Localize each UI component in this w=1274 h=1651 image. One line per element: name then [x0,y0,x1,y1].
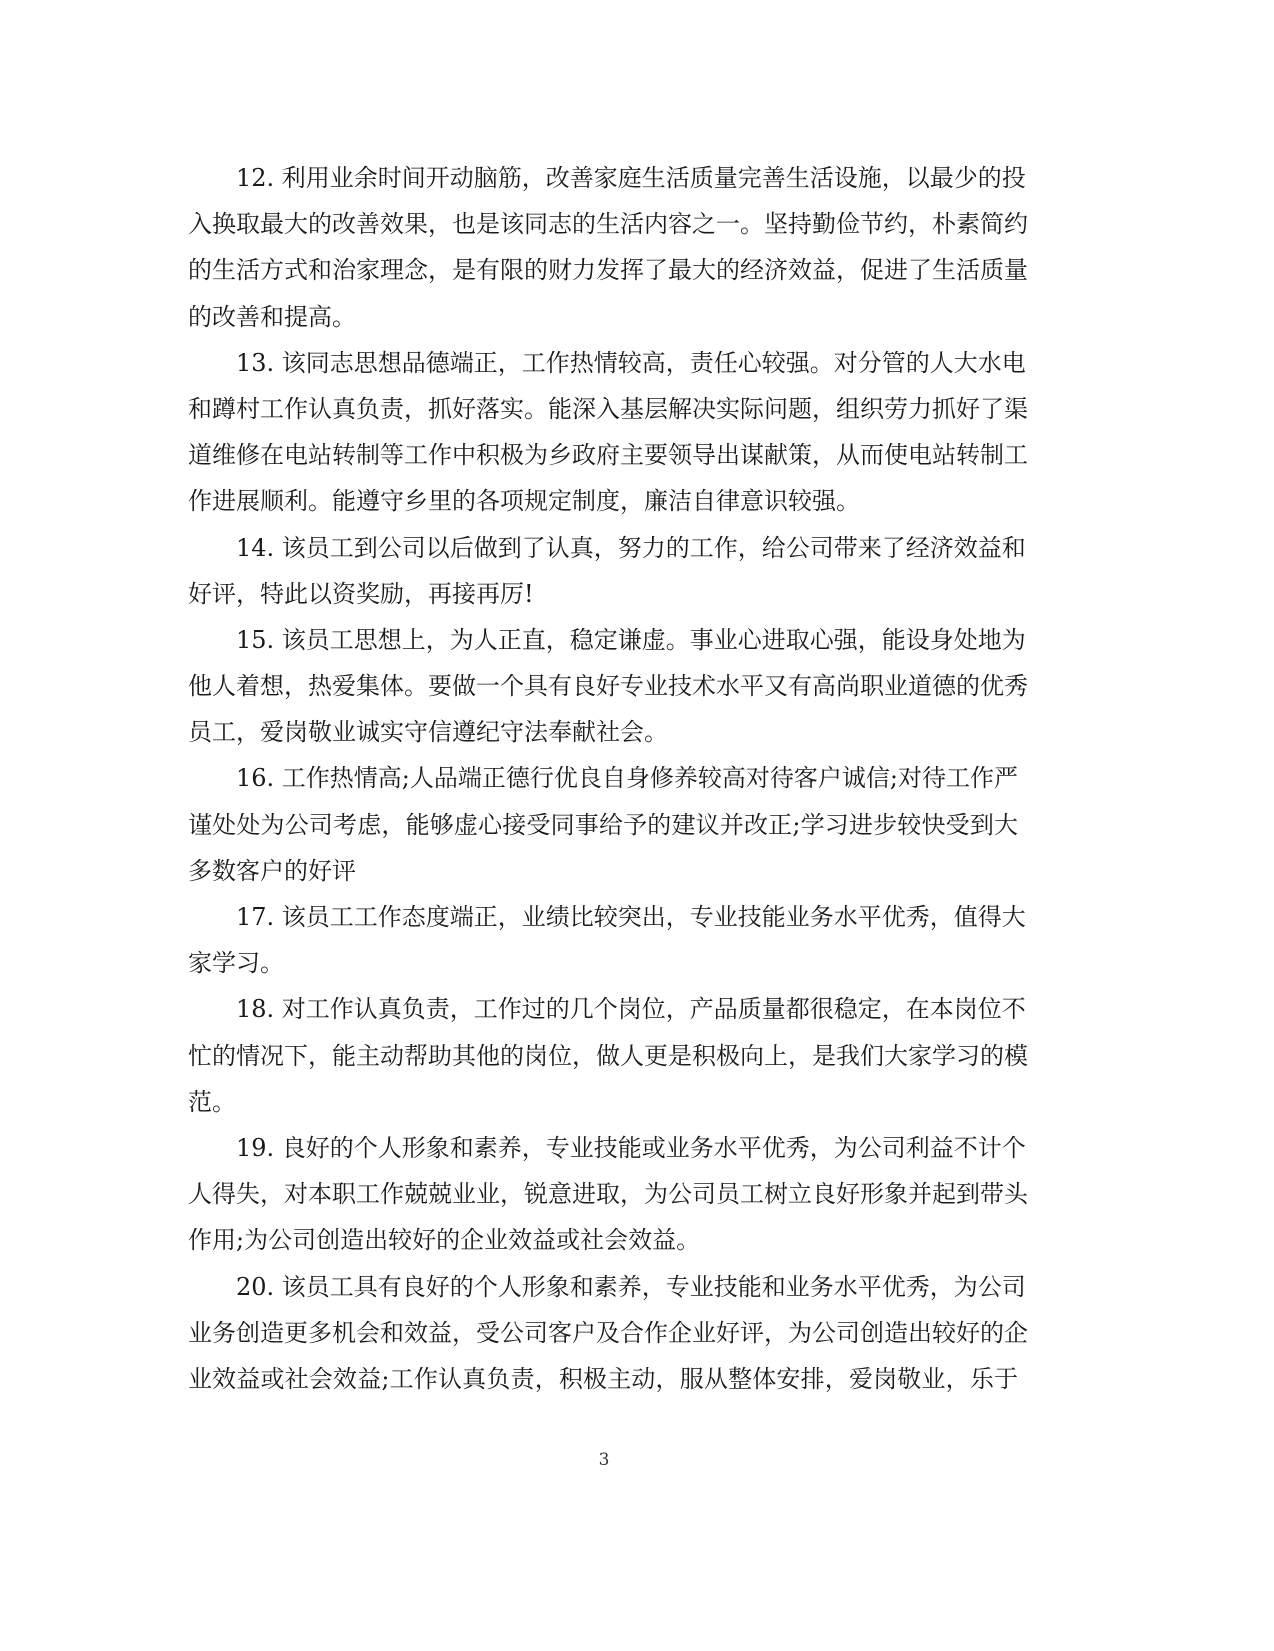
text-line: 业务创造更多机会和效益，受公司客户及合作企业好评，为公司创造出较好的企 [188,1318,1028,1347]
paragraph [188,1264,1028,1403]
paragraph [188,894,1026,986]
text-line: 20. 该员工具有良好的个人形象和素养，专业技能和业务水平优秀，为公司 [236,1272,1026,1301]
text-line: 员工，爱岗敬业诚实守信遵纪守法奉献社会。 [188,718,668,747]
document-body [188,155,1028,1402]
text-line: 好评，特此以资奖励，再接再厉! [188,579,534,608]
text-line: 范。 [188,1087,236,1116]
text-line: 家学习。 [188,949,284,978]
text-line: 作进展顺利。能遵守乡里的各项规定制度，廉洁自律意识较强。 [188,487,860,516]
text-line: 他人着想，热爱集体。要做一个具有良好专业技术水平又有高尚职业道德的优秀 [188,672,1028,701]
paragraph [188,986,1028,1125]
text-line: 谨处处为公司考虑，能够虚心接受同事给予的建议并改正;学习进步较快受到大 [188,810,1018,839]
text-line: 业效益或社会效益;工作认真负责，积极主动，服从整体安排，爱岗敬业，乐于 [188,1364,1018,1393]
text-line: 16. 工作热情高;人品端正德行优良自身修养较高对待客户诚信;对待工作严 [236,764,1018,793]
text-line: 15. 该员工思想上，为人正直，稳定谦虚。事业心进取心强，能设身处地为 [236,625,1026,654]
paragraph [188,755,1018,894]
text-line: 17. 该员工工作态度端正，业绩比较突出，专业技能业务水平优秀，值得大 [236,903,1026,931]
text-line: 多数客户的好评 [188,856,356,885]
text-line: 13. 该同志思想品德端正，工作热情较高，责任心较强。对分管的人大水电 [236,348,1026,377]
paragraph [188,617,1028,756]
text-line: 19. 良好的个人形象和素养，专业技能或业务水平优秀，为公司利益不计个 [236,1133,1026,1162]
paragraph [188,1125,1028,1264]
text-line: 道维修在电站转制等工作中积极为乡政府主要领导出谋献策，从而使电站转制工 [188,441,1028,470]
paragraph [188,340,1028,525]
text-line: 人得失，对本职工作兢兢业业，锐意进取，为公司员工树立良好形象并起到带头 [188,1180,1028,1209]
text-line: 12. 利用业余时间开动脑筋，改善家庭生活质量完善生活设施，以最少的投 [236,164,1026,192]
page-number: 3 [598,1450,610,1470]
text-line: 的生活方式和治家理念，是有限的财力发挥了最大的经济效益，促进了生活质量 [188,256,1028,285]
text-line: 忙的情况下，能主动帮助其他的岗位，做人更是积极向上，是我们大家学习的模 [188,1041,1028,1070]
paragraph [188,525,1026,617]
text-line: 作用;为公司创造出较好的企业效益或社会效益。 [188,1226,701,1255]
text-line: 入换取最大的改善效果，也是该同志的生活内容之一。坚持勤俭节约，朴素简约 [188,210,1028,239]
text-line: 的改善和提高。 [188,302,356,331]
text-line: 14. 该员工到公司以后做到了认真，努力的工作，给公司带来了经济效益和 [236,533,1026,562]
text-line: 和蹲村工作认真负责，抓好落实。能深入基层解决实际问题，组织劳力抓好了渠 [188,394,1028,423]
text-line: 18. 对工作认真负责，工作过的几个岗位，产品质量都很稳定，在本岗位不 [236,995,1026,1024]
paragraph [188,155,1028,340]
